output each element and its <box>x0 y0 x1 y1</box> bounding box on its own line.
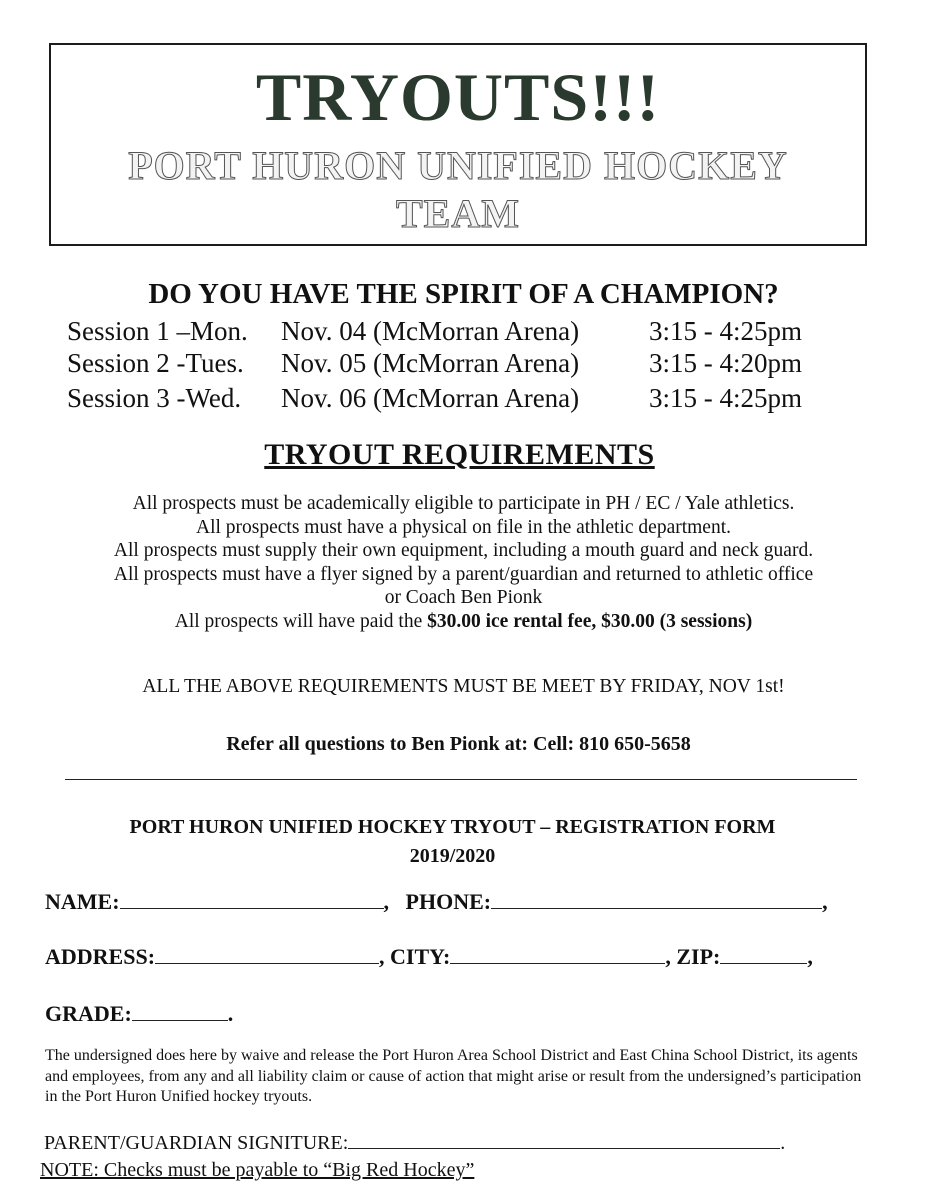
address-row <box>45 943 813 968</box>
comma-separator: , <box>807 944 813 969</box>
requirements-heading: TRYOUT REQUIREMENTS <box>264 438 655 471</box>
requirement-fee-line <box>40 610 887 634</box>
requirement-line: All prospects must be academically eligible to participate in PH / EC / Yale athletics. <box>132 493 795 514</box>
period-separator: . <box>780 1132 786 1154</box>
form-title: PORT HURON UNIFIED HOCKEY TRYOUT – REGISTRATION FORM <box>129 816 776 838</box>
city-label: CITY: <box>390 944 451 969</box>
city-field[interactable] <box>450 943 665 964</box>
session-date: Nov. 04 (McMorran Arena) <box>281 316 580 346</box>
phone-label: PHONE: <box>405 889 492 914</box>
zip-field[interactable] <box>720 943 807 964</box>
name-label: NAME: <box>45 889 120 914</box>
session-row <box>67 350 857 386</box>
session-label: Session 1 –Mon. <box>67 316 248 346</box>
requirement-line: All prospects must have a physical on file in the athletic department. <box>195 516 731 538</box>
name-phone-row <box>45 888 828 913</box>
requirement-line: or Coach Ben Pionk <box>384 587 543 608</box>
comma-separator: , <box>822 889 828 914</box>
grade-field[interactable] <box>132 1000 228 1021</box>
session-label: Session 2 -Tues. <box>67 348 244 378</box>
session-time: 3:15 - 4:20pm <box>649 348 802 378</box>
comma-separator: , <box>665 944 671 969</box>
session-row <box>67 385 857 421</box>
requirement-line: All prospects must supply their own equipment, including a mouth guard and neck guard. <box>113 540 814 561</box>
signature-row <box>44 1131 785 1153</box>
fee-amount: $30.00 ice rental fee, $30.00 (3 sessions) <box>427 610 753 632</box>
team-subtitle-line1: PORT HURON UNIFIED HOCKEY <box>128 143 788 188</box>
form-season: 2019/2020 <box>409 845 496 867</box>
name-field[interactable] <box>120 888 384 909</box>
session-date: Nov. 06 (McMorran Arena) <box>281 383 580 413</box>
zip-label: ZIP: <box>676 944 721 969</box>
waiver-text: The undersigned does here by waive and release the Port Huron Area School District and East China School District, its agents and employees, from any and all liability claim or cause of action that might arise or result from the undersigned’s participation in the Port Huron Unified hockey tryouts. <box>45 1047 862 1105</box>
session-time: 3:15 - 4:25pm <box>649 316 802 346</box>
session-date: Nov. 05 (McMorran Arena) <box>281 348 580 378</box>
team-subtitle-line2: TEAM <box>396 191 520 236</box>
grade-row <box>45 1000 233 1025</box>
page-title: TRYOUTS!!! <box>255 59 661 135</box>
fee-prefix: All prospects will have paid the <box>174 610 428 632</box>
deadline-notice: ALL THE ABOVE REQUIREMENTS MUST BE MEET BY FRIDAY, NOV 1st! <box>142 676 785 697</box>
signature-label: PARENT/GUARDIAN SIGNITURE: <box>44 1132 349 1154</box>
address-label: ADDRESS: <box>45 944 156 969</box>
comma-separator: , <box>383 889 390 914</box>
payment-note: NOTE: Checks must be payable to “Big Red Hockey” <box>40 1159 475 1181</box>
requirement-line: All prospects must have a flyer signed by a parent/guardian and returned to athletic office <box>113 563 814 585</box>
comma-separator: , <box>379 944 385 969</box>
header-box <box>49 43 867 246</box>
contact-info: Refer all questions to Ben Pionk at: Cell: 810 650-5658 <box>226 733 691 755</box>
requirements-list <box>40 492 887 633</box>
address-field[interactable] <box>155 943 379 964</box>
phone-field[interactable] <box>491 888 822 909</box>
signature-field[interactable] <box>348 1131 780 1149</box>
period-separator: . <box>227 1001 234 1026</box>
grade-label: GRADE: <box>45 1001 132 1026</box>
spirit-heading: DO YOU HAVE THE SPIRIT OF A CHAMPION? <box>148 278 779 310</box>
section-divider <box>65 779 857 780</box>
session-label: Session 3 -Wed. <box>67 383 242 413</box>
session-time: 3:15 - 4:25pm <box>649 383 802 413</box>
